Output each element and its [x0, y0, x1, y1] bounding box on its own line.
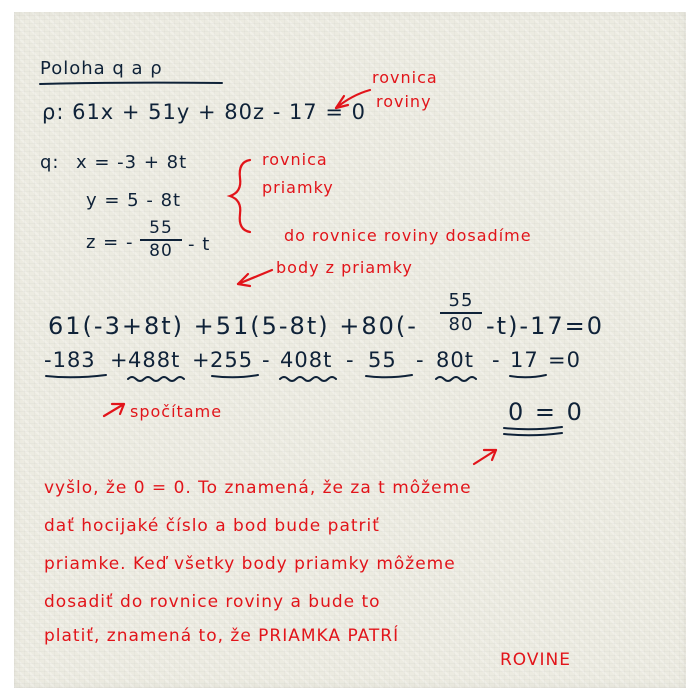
line-prefix: q: — [40, 152, 60, 173]
conclusion-line-1: vyšlo, že 0 = 0. To znamená, že za t môžeme — [44, 478, 472, 498]
plane-equation: ρ: 61x + 51y + 80z - 17 = 0 — [42, 100, 366, 124]
expanded-op-2: + — [192, 348, 211, 372]
compute-arrow — [104, 404, 124, 416]
expanded-op-6: - — [492, 348, 501, 372]
line-brace — [230, 160, 250, 232]
line-z-prefix: z = - — [86, 232, 134, 253]
conclusion-line-3: priamke. Keď všetky body priamky môžeme — [44, 554, 456, 574]
conclusion-line-5: platiť, znamená to, že PRIAMKA PATRÍ — [44, 626, 400, 646]
expanded-term-2: 488t — [128, 348, 181, 372]
line-z-denominator: 80 — [149, 241, 173, 261]
conclusion-line-4: dosadiť do rovnice roviny a bude to — [44, 592, 381, 612]
expanded-term-3: 255 — [210, 348, 254, 372]
substitution-denominator: 80 — [448, 314, 474, 335]
expanded-term-6: 80t — [436, 348, 474, 372]
expanded-equals: =0 — [548, 348, 581, 372]
line-y-equation: y = 5 - 8t — [86, 190, 182, 211]
conclusion-line-6: ROVINE — [500, 650, 571, 670]
plane-arrow — [336, 90, 370, 108]
substitute-note-line1: do rovnice roviny dosadíme — [284, 226, 532, 245]
conclusion-line-2: dať hocijaké číslo a bod bude patriť — [44, 516, 380, 536]
expanded-term-1: -183 — [44, 348, 96, 372]
substitution-numerator: 55 — [448, 290, 474, 311]
line-z-numerator: 55 — [149, 218, 173, 238]
plane-label-line1: rovnica — [372, 68, 438, 87]
line-label-line2: priamky — [262, 178, 334, 197]
result-double-underline — [504, 427, 562, 435]
expanded-op-1: + — [110, 348, 129, 372]
expanded-op-5: - — [416, 348, 425, 372]
result: 0 = 0 — [508, 398, 584, 426]
line-x-equation: x = -3 + 8t — [76, 152, 188, 173]
title: Poloha q a ρ — [40, 58, 163, 79]
t-term-wavy-underlines — [128, 377, 476, 381]
expanded-op-3: - — [262, 348, 271, 372]
substitute-arrow — [238, 270, 272, 286]
line-z-suffix: - t — [188, 234, 211, 255]
line-label-line1: rovnica — [262, 150, 328, 169]
expanded-term-7: 17 — [510, 348, 539, 372]
plane-label-line2: roviny — [376, 92, 432, 111]
title-underline — [40, 83, 222, 84]
compute-note: spočítame — [130, 402, 223, 421]
expanded-op-4: - — [346, 348, 355, 372]
substitution-end: -t)-17=0 — [486, 312, 605, 340]
substitute-note-line2: body z priamky — [276, 258, 413, 277]
substitution-start: 61(-3+8t) +51(5-8t) +80(- — [48, 312, 418, 340]
expanded-term-5: 55 — [368, 348, 397, 372]
expanded-term-4: 408t — [280, 348, 333, 372]
conclusion-arrow — [474, 450, 496, 464]
